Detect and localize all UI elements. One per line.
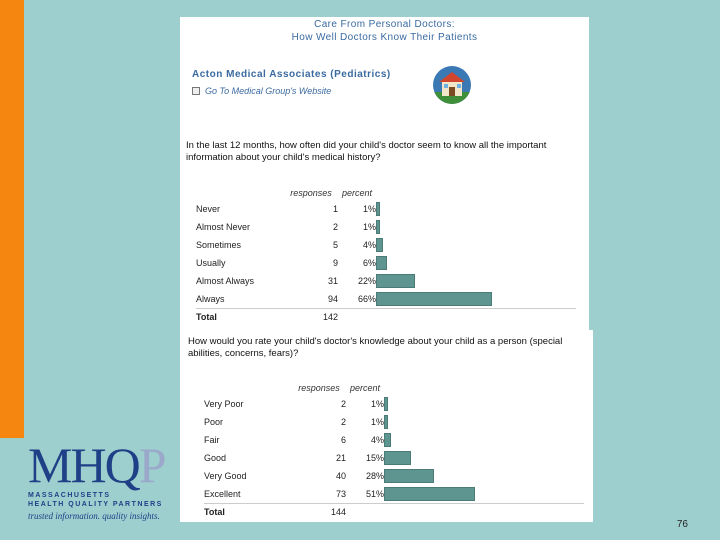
- row-bar-cell: [384, 395, 584, 413]
- percent-bar: [384, 397, 388, 411]
- percent-bar: [376, 274, 415, 288]
- row-percent: 22%: [358, 276, 377, 286]
- response-table-1: [196, 185, 576, 326]
- row-label: Excellent: [204, 488, 241, 499]
- row-bar-cell: [376, 272, 576, 290]
- logo-letter-q: Q: [104, 437, 139, 493]
- mhqp-logo: [28, 437, 188, 522]
- row-count: 40: [335, 471, 346, 481]
- row-count: 9: [332, 258, 338, 268]
- external-link-icon: [192, 87, 200, 95]
- row-bar-cell: [376, 218, 576, 236]
- logo-letters: [28, 437, 188, 493]
- percent-bar: [376, 256, 387, 270]
- table-row: [204, 431, 584, 449]
- percent-bar: [384, 451, 411, 465]
- row-count: 1: [332, 204, 338, 214]
- row-count: 2: [340, 399, 346, 409]
- question-2: How would you rate your child's doctor's knowledge about your child as a person (special abilities, concerns, fears)?: [188, 336, 563, 359]
- group-header: [192, 69, 572, 109]
- table-row: [204, 467, 584, 485]
- row-label: Fair: [204, 435, 220, 445]
- col-header-percent: percent: [342, 187, 373, 198]
- row-count: 94: [327, 293, 338, 304]
- row-bar-cell: [384, 413, 584, 431]
- total-spacer: [376, 308, 576, 326]
- report-panel-top: [180, 17, 589, 330]
- response-table-2: [204, 380, 584, 521]
- row-bar-cell: [384, 431, 584, 449]
- group-website-link[interactable]: [192, 86, 572, 96]
- row-label: Never: [196, 204, 221, 214]
- percent-bar: [376, 238, 383, 252]
- total-count: 142: [284, 308, 338, 326]
- logo-subtitle-line2: HEALTH QUALITY PARTNERS: [28, 501, 163, 508]
- table-row: [204, 395, 584, 413]
- row-label: Very Poor: [204, 399, 244, 409]
- report-panel-bottom: [180, 330, 593, 522]
- row-count: 6: [340, 435, 346, 445]
- row-percent: 28%: [366, 471, 385, 481]
- accent-bar: [0, 0, 24, 438]
- row-label: Good: [204, 453, 227, 463]
- row-bar-cell: [376, 236, 576, 254]
- row-bar-cell: [384, 467, 584, 485]
- total-row: [204, 503, 584, 521]
- row-percent: 15%: [366, 453, 385, 463]
- row-label: Almost Never: [196, 222, 251, 232]
- row-percent: 1%: [371, 399, 385, 409]
- question-1: In the last 12 months, how often did your child's doctor seem to know all the important information about your child's medical history?: [186, 140, 547, 163]
- row-bar-cell: [384, 449, 584, 467]
- report-title: [180, 17, 589, 44]
- group-name: Acton Medical Associates (Pediatrics): [192, 69, 391, 80]
- row-bar-cell: [376, 290, 576, 308]
- slide-number: 76: [676, 519, 688, 530]
- logo-subtitle-line1: MASSACHUSETTS: [28, 492, 111, 499]
- logo-letter-p: P: [138, 437, 165, 493]
- row-percent: 1%: [363, 204, 377, 214]
- row-label: Poor: [204, 417, 224, 427]
- row-bar-cell: [384, 485, 584, 503]
- logo-letter-h: H: [70, 437, 105, 493]
- row-count: 2: [332, 222, 338, 232]
- row-count: 2: [340, 417, 346, 427]
- total-spacer: [346, 503, 384, 521]
- row-percent: 51%: [366, 488, 385, 499]
- col-header-responses: responses: [290, 187, 332, 198]
- row-bar-cell: [376, 200, 576, 218]
- row-percent: 4%: [371, 435, 385, 445]
- report-title-line2: How Well Doctors Know Their Patients: [291, 32, 478, 43]
- percent-bar: [376, 292, 492, 306]
- house-icon: [433, 66, 471, 104]
- total-row: [196, 308, 576, 326]
- percent-bar: [384, 487, 475, 501]
- row-label: Always: [196, 293, 225, 304]
- col-header-responses: responses: [298, 382, 340, 393]
- row-label: Usually: [196, 258, 226, 268]
- row-label: Almost Always: [196, 276, 255, 286]
- row-percent: 1%: [363, 222, 377, 232]
- logo-tagline: trusted information. quality insights.: [28, 511, 160, 521]
- total-label: Total: [196, 308, 284, 326]
- logo-subtitle: [28, 491, 188, 509]
- row-count: 73: [335, 488, 346, 499]
- col-header-percent: percent: [350, 382, 381, 393]
- row-percent: 6%: [363, 258, 377, 268]
- logo-letter-m: M: [28, 437, 71, 493]
- row-label: Very Good: [204, 471, 247, 481]
- table-row: [196, 236, 576, 254]
- row-percent: 1%: [371, 417, 385, 427]
- percent-bar: [376, 202, 380, 216]
- table-row: [204, 449, 584, 467]
- row-percent: 66%: [358, 293, 377, 304]
- report-title-line1: Care From Personal Doctors:: [314, 19, 455, 30]
- percent-bar: [384, 433, 391, 447]
- table-row: [196, 290, 576, 308]
- table-row: [196, 218, 576, 236]
- total-count: 144: [292, 503, 346, 521]
- percent-bar: [384, 469, 434, 483]
- row-bar-cell: [376, 254, 576, 272]
- total-spacer: [338, 308, 376, 326]
- table-row: [196, 272, 576, 290]
- table-row: [196, 254, 576, 272]
- row-label: Sometimes: [196, 240, 242, 250]
- table-row: [204, 485, 584, 503]
- row-count: 31: [327, 276, 338, 286]
- group-website-link-label: Go To Medical Group's Website: [205, 86, 332, 96]
- table-row: [204, 413, 584, 431]
- percent-bar: [376, 220, 380, 234]
- percent-bar: [384, 415, 388, 429]
- total-label: Total: [204, 503, 292, 521]
- row-count: 21: [335, 453, 346, 463]
- total-spacer: [384, 503, 584, 521]
- table-row: [196, 200, 576, 218]
- row-count: 5: [332, 240, 338, 250]
- row-percent: 4%: [363, 240, 377, 250]
